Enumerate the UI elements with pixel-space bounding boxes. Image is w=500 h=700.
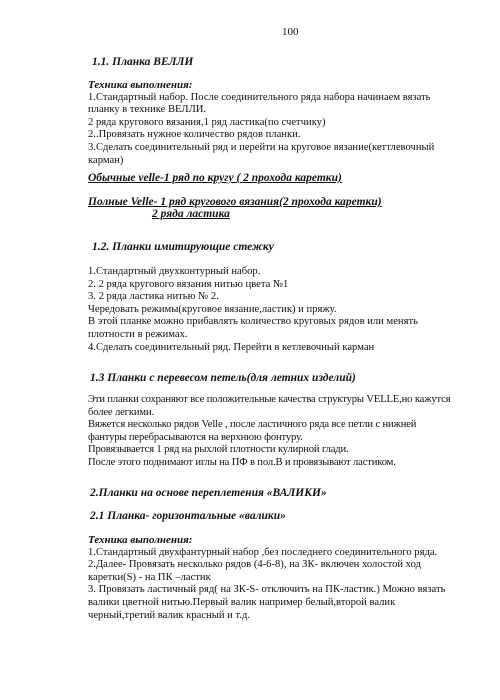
text-line: 1.Стандартный двухфантурный набор ,без последнего соединительного ряда. — [88, 546, 438, 558]
section-body-2-1 — [88, 534, 445, 622]
text-line: черный,третий валик красный и т.д. — [88, 609, 251, 621]
section-body-1-3 — [88, 394, 450, 470]
text-line: Эти планки сохраняют все положительные качества структуры VELLE,но кажутся — [88, 394, 451, 405]
text-line: фантуры перебрасываются на верхнюю фонтуру. — [88, 431, 303, 443]
section-body-1-1 — [88, 79, 434, 167]
section-body-1-2 — [88, 266, 418, 354]
technique-label: Техника выполнения: — [88, 79, 193, 91]
text-line: После этого поднимают иглы на ПФ в пол.В и провязывают ластиком. — [88, 456, 396, 468]
text-line: карман) — [88, 154, 124, 166]
text-line: валики цветной нитью.Первый валик например белый,второй валик — [88, 596, 396, 608]
text-line: 2..Провязать нужное количество рядов планки. — [88, 129, 301, 141]
text-line: Чередовать режимы(круговое вязание,ластик) и пряжу. — [88, 303, 337, 315]
text-line: плотности в режимах. — [88, 328, 188, 340]
text-line: 2 ряда кругового вязания,1 ряд ластика(по счетчику) — [88, 116, 326, 128]
note-regular-velle: Обычные velle-1 ряд по кругу ( 2 прохода каретки) — [88, 172, 342, 184]
text-line: 3. Провязать ластичный ряд( на ЗК-S- отключить на ПК-ластик.) Можно вязать — [88, 584, 446, 596]
section-heading-1-3: 1.3 Планки с перевесом петель(для летних изделий) — [90, 372, 356, 384]
text-line: 3.Сделать соединительный ряд и перейти на круговое вязание(кеттлевочный — [88, 141, 435, 153]
note-full-velle: Полные Velle- 1 ряд кругового вязания(2 прохода каретки) — [88, 196, 382, 208]
text-line: 4.Сделать соединительный ряд. Перейти в кетлевочный карман — [88, 341, 375, 353]
text-line: В этой планке можно прибавлять количество круговых рядов или менять — [88, 316, 418, 328]
text-line: 2. 2 ряда кругового вязания нитью цвета №1 — [88, 278, 289, 290]
text-line: каретки(S) - на ПК –ластик — [88, 571, 211, 583]
text-line: 2.Далее- Провязать несколько рядов (4-6-8), на ЗК- включен холостой ход — [88, 559, 421, 571]
technique-label: Техника выполнения: — [88, 534, 193, 546]
section-heading-1-1: 1.1. Планка ВЕЛЛИ — [92, 56, 194, 68]
page-number: 100 — [282, 26, 299, 38]
text-line: 1.Стандартный набор. После соединительного ряда набора начинаем вязать — [88, 91, 431, 103]
text-line: 3. 2 ряда ластика нитью № 2. — [88, 291, 219, 303]
note-full-velle-rib: 2 ряда ластика — [152, 208, 230, 220]
section-heading-2-1: 2.1 Планка- горизонтальные «валики» — [90, 510, 286, 522]
text-line: Вяжется несколько рядов Velle , после ластичного ряда все петли с нижней — [88, 419, 417, 431]
text-line: более легкими. — [88, 406, 154, 418]
text-line: Провязывается 1 ряд на рыхлой плотности кулирной глади. — [88, 444, 349, 456]
text-line: планку в технике ВЕЛЛИ. — [88, 104, 207, 116]
text-line: 1.Стандартный двухконтурный набор. — [88, 266, 261, 277]
section-heading-1-2: 1.2. Планки имитирующие стежку — [92, 241, 274, 253]
section-heading-2: 2.Планки на основе переплетения «ВАЛИКИ» — [90, 487, 327, 499]
